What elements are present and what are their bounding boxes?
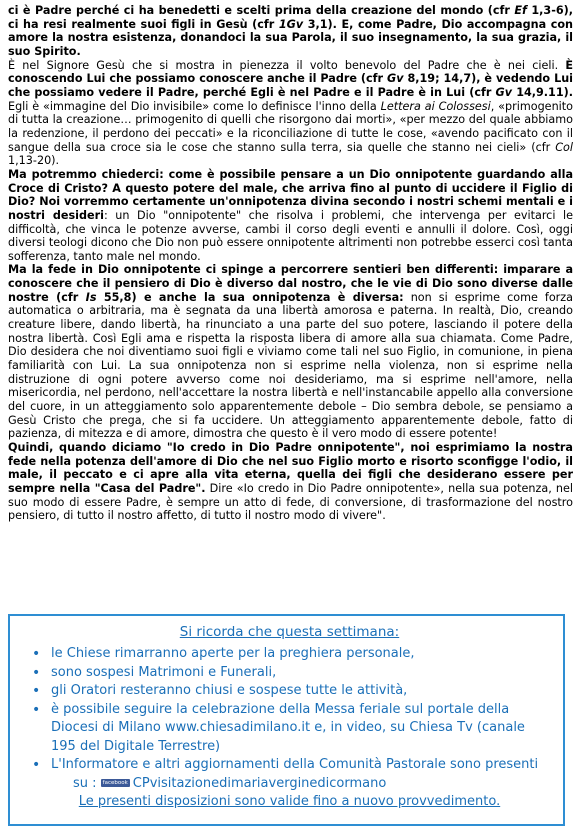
paragraph-1 [8,4,573,59]
text-run: non si esprime come forza automatica o arbitraria, ma è segnata da una libertà amorosa e paterna. In realtà, Dio, creando creature libere, dando libertà, ha rinunciato a una parte del suo potere, lasciando il potere della nostra libertà. Così Egli ama e rispetta la risposta libera di amore alla sua chiamata. Come Padre, Dio desidera che noi diventiamo suoi figli e viviamo come tali nel suo Figlio, in comunione, in piena familiarità con Lui. La sua onnipotenza non si esprime nella violenza, non si esprime nella distruzione di ogni potere avverso come noi desideriamo, ma si esprime nell'amore, nella misericordia, nel perdono, nell'accettare la nostra libertà e nell'instancabile appello alla conversione del cuore, in un atteggiamento solo apparentemente debole – Dio sembra debole, se pensiamo a Gesù Cristo che prega, che si fa uccidere. Un atteggiamento apparentemente debole, fatto di pazienza, di mitezza e di amore, dimostra che questo è il vero modo di essere potente! [8,290,574,441]
bullet-icon: • [32,646,41,662]
text-run: ci è Padre perché ci ha benedetti e scelti prima della creazione del mondo (cfr [8,4,515,17]
text-run: Quindi, quando diciamo "Io credo in Dio Padre onnipotente", noi esprimiamo la nostra fede nella potenza dell'amore di Dio che nel suo Figlio morto e risorto sconfigge l'odio, il male, il peccato e ci apre alla vita eterna, quella dei figli che desiderano essere per sempre nella "Casa del Padre". [8,441,573,495]
notice-list [28,645,551,812]
bullet-icon: • [32,683,41,699]
facebook-icon[interactable]: facebook [102,780,128,786]
text-run: 55,8) e anche la sua onnipotenza è diversa: [96,290,404,304]
text-run: Col [555,140,573,154]
notice-item: • L'Informatore e altri aggiornamenti della Comunità Pastorale sono presenti su : facebook CPvisitazionedimariaverginedicormano [32,757,539,791]
bullet-icon: • [32,701,41,718]
text-run: Is [85,290,97,304]
notice-box [8,614,565,826]
text-run: Egli è «immagine del Dio invisibile» come lo definisce l'inno della [8,99,381,113]
paragraph-4 [8,263,573,441]
text-run: : un Dio "onnipotente" che risolva i problemi, che intervenga per evitarci le difficoltà, che vinca le potenze avverse, cambi il corso degli eventi e annulli il dolore. Così, oggi diversi teologi dicono che Dio non può essere onnipotente altrimenti non potrebbe esserci così tanta sofferenza, tanto male nel mondo. [8,208,573,263]
paragraph-2 [8,59,573,168]
text-run: Dire «Io credo in Dio Padre onnipotente», nella sua potenza, nel suo modo di essere Padre, è sempre un atto di fede, di conversione, di trasformazione del nostro pensiero, di tutto il nostro affetto, di tutto il nostro modo di vivere". [8,481,573,523]
notice-item: • sono sospesi Matrimoni e Funerali, [32,664,277,681]
text-run: 1Gv [278,17,304,31]
article-body [8,4,573,523]
text-run: 3,1). E, come Padre, Dio accompagna con amore la nostra esistenza, donandoci la sua Parola, il suo insegnamento, la sua grazia, il suo Spirito. [8,17,573,58]
text-run: Gv [495,85,513,99]
text-run: Ef [514,4,527,17]
paragraph-3 [8,168,573,264]
text-run: È nel Signore Gesù che si mostra in pienezza il volto benevolo del Padre che è nei cieli. [8,58,566,72]
text-run: Gv [387,72,404,86]
facebook-line: su : facebook CPvisitazionedimariaverginedicormano [73,775,387,791]
text-run: Ma la fede in Dio onnipotente ci spinge a percorrere sentieri ben differenti: imparare a conoscere che il pensiero di Dio è diverso dal nostro, che le vie di Dio sono diverse dalle nostre (cfr [8,263,573,304]
text-run: Ma potremmo chiederci: come è possibile pensare a un Dio onnipotente guardando alla Croce di Cristo? A questo potere del male, che arriva fino al punto di uccidere il Figlio di Dio? Noi vorremmo certamente un'onnipotenza divina secondo i nostri schemi mentali e i nostri desideri [8,167,573,222]
text-run: , «primogenito di tutta la creazione… primogenito di quelli che risorgono dai morti», «per mezzo del quale abbiamo la redenzione, il perdono dei peccati» e la riconciliazione di tutte le cose, «avendo pacificato con il sangue della sua croce sia le cose che stanno sulla terra, sia quelle che stanno nei cieli» (cfr [8,99,573,154]
text-run: 14,9.11). [512,85,573,99]
text-run: 1,13-20). [8,154,60,168]
notice-item: • gli Oratori resteranno chiusi e sospese tutte le attività, [32,683,408,699]
bullet-icon: • [32,664,41,681]
notice-title: Si ricorda che questa settimana: [179,624,400,640]
bullet-icon: • [32,757,41,773]
text-run: 1,3-6), ci ha resi realmente suoi figli in Gesù (cfr [8,4,573,31]
notice-footer: Le presenti disposizioni sono valide fino a nuovo provvedimento. [78,794,501,809]
notice-item: • è possibile seguire la celebrazione della Messa feriale sul portale della Diocesi di Milano www.chiesadimilano.it e, in video, su Chiesa Tv (canale 195 del Digitale Terrestre) [32,701,525,754]
text-run: È conoscendo Lui che possiamo conoscere anche il Padre (cfr [8,58,573,86]
paragraph-5 [8,441,573,523]
text-run: 8,19; 14,7), è vedendo Lui che possiamo vedere il Padre, perché Egli è nel Padre e il Padre è in Lui (cfr [8,72,573,99]
facebook-handle-link[interactable]: CPvisitazionedimariaverginedicormano [132,775,387,791]
text-run: Lettera ai Colossesi [380,99,491,113]
notice-item: • le Chiese rimarranno aperte per la preghiera personale, [32,646,415,662]
